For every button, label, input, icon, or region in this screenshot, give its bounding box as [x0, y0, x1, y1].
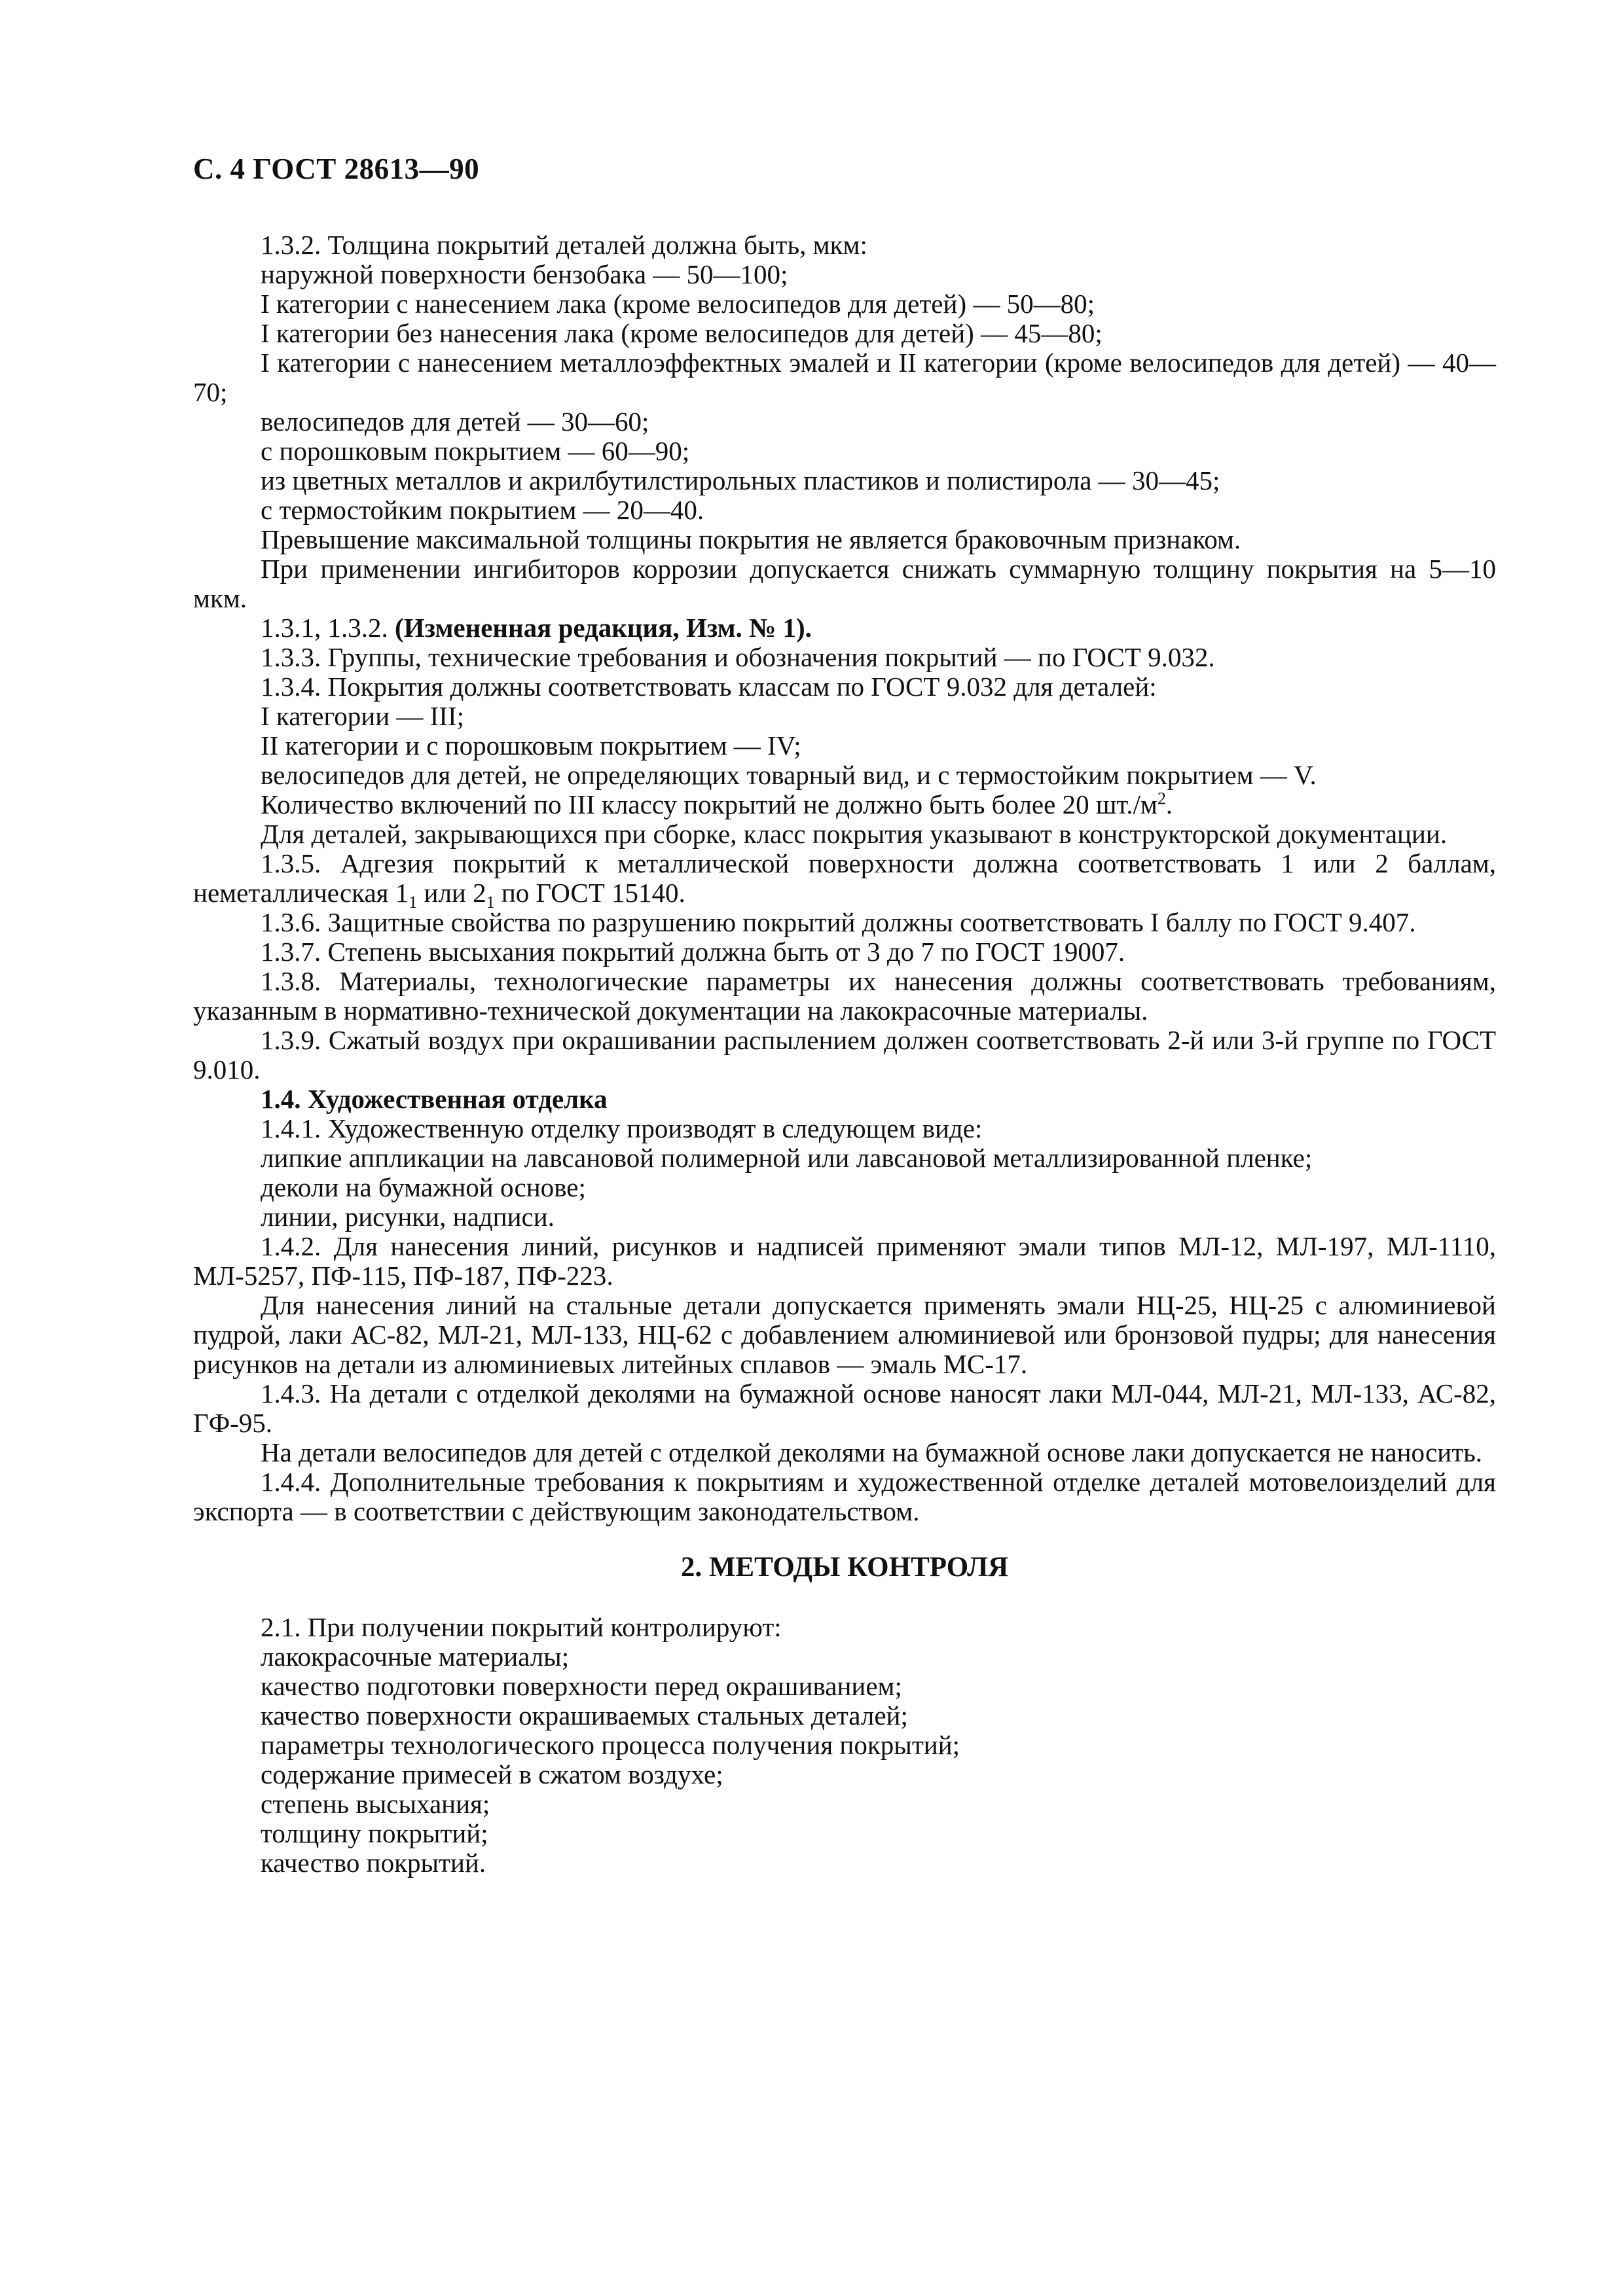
- list-item: I категории — III;: [261, 701, 464, 731]
- paragraph-children: На детали велосипедов для детей с отделкой деколями на бумажной основе лаки допускается не наносить.: [261, 1437, 1483, 1467]
- inclusions-text: Количество включений по III классу покрытий не должно быть более 20 шт./м: [261, 789, 1158, 819]
- list-item: из цветных металлов и акрилбутилстирольных пластиков и полистирола — 30—45;: [261, 465, 1220, 495]
- inclusions-end: .: [1165, 789, 1173, 819]
- subscript: 1: [409, 893, 418, 912]
- clause-1-3-3: 1.3.3. Группы, технические требования и обозначения покрытий — по ГОСТ 9.032.: [261, 642, 1215, 672]
- superscript: 2: [1157, 789, 1166, 808]
- clause-1-3-8: 1.3.8. Материалы, технологические параметры их нанесения должны соответствовать требованиям, указанным в нормативно-технической документации на лакокрасочные материалы.: [193, 966, 1496, 1026]
- clause-1-3-5-text-a: 1.3.5. Адгезия покрытий к металлической поверхности должна соответствовать 1 или 2 баллам, неметаллическая 1: [193, 848, 1496, 908]
- clause-1-4-3: 1.4.3. На детали с отделкой деколями на бумажной основе наносят лаки МЛ-044, МЛ-21, МЛ-133, АС-82, ГФ-95.: [193, 1378, 1496, 1438]
- document-body: [193, 230, 1496, 1878]
- subsection-heading-1-4: 1.4. Художественная отделка: [261, 1084, 608, 1114]
- list-item: с термостойким покрытием — 20—40.: [261, 495, 704, 525]
- list-item: лакокрасочные материалы;: [261, 1641, 570, 1672]
- list-item: содержание примесей в сжатом воздухе;: [261, 1759, 723, 1789]
- subscript: 1: [486, 893, 495, 912]
- list-item: качество покрытий.: [261, 1848, 486, 1878]
- list-item: линии, рисунки, надписи.: [261, 1202, 555, 1232]
- clause-2-1: 2.1. При получении покрытий контролируют:: [261, 1612, 782, 1642]
- list-item: с порошковым покрытием — 60—90;: [261, 436, 690, 466]
- list-item: качество подготовки поверхности перед окрашиванием;: [261, 1671, 902, 1701]
- list-item: липкие аппликации на лавсановой полимерной или лавсановой металлизированной пленке;: [261, 1143, 1313, 1173]
- amendment-note: [193, 613, 1496, 643]
- clause-1-3-6: 1.3.6. Защитные свойства по разрушению покрытий должны соответствовать I баллу по ГОСТ 9.407.: [261, 907, 1416, 937]
- list-item: наружной поверхности бензобака — 50—100;: [261, 259, 788, 289]
- clause-1-4-2: 1.4.2. Для нанесения линий, рисунков и надписей применяют эмали типов МЛ-12, МЛ-197, МЛ-1110, МЛ-5257, ПФ-115, ПФ-187, ПФ-223.: [193, 1231, 1496, 1291]
- list-item: велосипедов для детей, не определяющих товарный вид, и с термостойким покрытием — V.: [261, 760, 1317, 790]
- page-header: С. 4 ГОСТ 28613—90: [193, 152, 480, 185]
- section-title-2: 2. МЕТОДЫ КОНТРОЛЯ: [680, 1552, 1009, 1583]
- list-item: велосипедов для детей — 30—60;: [261, 406, 649, 437]
- list-item: I категории с нанесением металлоэффектных эмалей и II категории (кроме велосипедов для детей) — 40—70;: [193, 348, 1496, 407]
- clause-1-4-4: 1.4.4. Дополнительные требования к покрытиям и художественной отделке деталей мотовелоизделий для экспорта — в соответствии с действующим законодательством.: [193, 1467, 1496, 1526]
- paragraph-inclusions: [193, 790, 1496, 819]
- clause-1-3-5: [193, 848, 1496, 912]
- list-item: параметры технологического процесса получения покрытий;: [261, 1730, 960, 1760]
- list-item: I категории без нанесения лака (кроме велосипедов для детей) — 45—80;: [261, 318, 1103, 348]
- paragraph-steel: Для нанесения линий на стальные детали допускается применять эмали НЦ-25, НЦ-25 с алюминиевой пудрой, лаки АС-82, МЛ-21, МЛ-133, НЦ-62 с добавлением алюминиевой или бронзовой пудры; для нанесения рисунков на детали из алюминиевых литейных сплавов — эмаль МС-17.: [193, 1290, 1496, 1379]
- clause-1-3-9: 1.3.9. Сжатый воздух при окрашивании распылением должен соответствовать 2-й или 3-й группе по ГОСТ 9.010.: [193, 1025, 1496, 1085]
- clause-1-3-7: 1.3.7. Степень высыхания покрытий должна быть от 3 до 7 по ГОСТ 19007.: [261, 937, 1125, 967]
- list-item: толщину покрытий;: [261, 1818, 488, 1848]
- list-item: качество поверхности окрашиваемых стальных деталей;: [261, 1700, 908, 1731]
- amendment-ref: 1.3.1, 1.3.2.: [261, 613, 388, 643]
- amendment-bold: (Измененная редакция, Изм. № 1).: [395, 613, 812, 643]
- list-item: степень высыхания;: [261, 1789, 490, 1819]
- list-item: II категории и с порошковым покрытием — IV;: [261, 730, 801, 761]
- clause-1-4-1: 1.4.1. Художественную отделку производят в следующем виде:: [261, 1113, 983, 1143]
- list-item: I категории с нанесением лака (кроме велосипедов для детей) — 50—80;: [261, 289, 1095, 319]
- paragraph-closed-parts: Для деталей, закрывающихся при сборке, класс покрытия указывают в конструкторской документации.: [261, 819, 1448, 849]
- clause-1-3-4: 1.3.4. Покрытия должны соответствовать классам по ГОСТ 9.032 для деталей:: [261, 672, 1157, 702]
- paragraph-excess: Превышение максимальной толщины покрытия не является браковочным признаком.: [261, 524, 1241, 554]
- paragraph-inhibitors: При применении ингибиторов коррозии допускается снижать суммарную толщину покрытия на 5—10 мкм.: [193, 554, 1496, 613]
- clause-1-3-2: 1.3.2. Толщина покрытий деталей должна быть, мкм:: [261, 230, 867, 260]
- list-item: деколи на бумажной основе;: [261, 1172, 586, 1202]
- clause-1-3-5-text-b: или 2: [417, 878, 486, 908]
- clause-1-3-5-text-c: по ГОСТ 15140.: [494, 878, 685, 908]
